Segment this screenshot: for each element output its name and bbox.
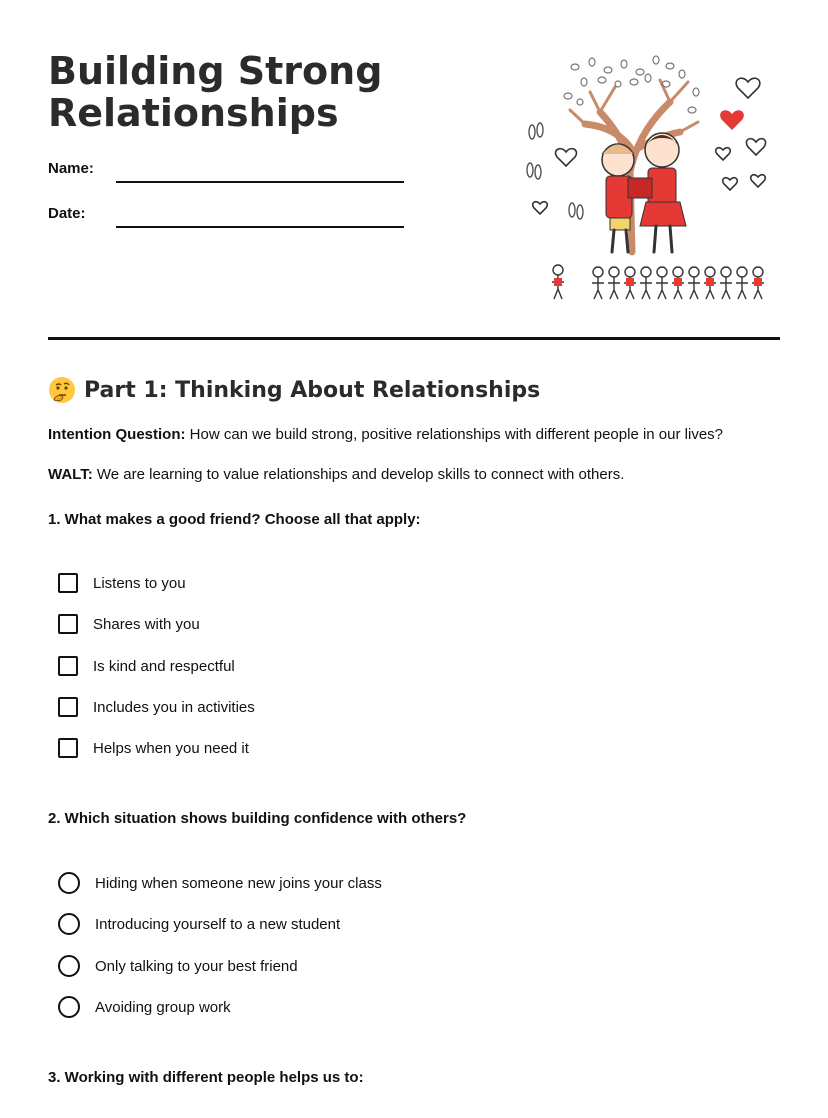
q2-option-label: Hiding when someone new joins your class — [95, 874, 382, 892]
checkbox[interactable] — [58, 656, 78, 676]
radio-button[interactable] — [58, 913, 80, 935]
q2-option-label: Avoiding group work — [95, 998, 231, 1016]
thinking-face-icon — [48, 376, 76, 404]
question-3: 3. Working with different people helps us to: — [48, 1069, 364, 1086]
intention-question — [48, 426, 723, 443]
worksheet-title: Building Strong Relationships — [48, 49, 383, 135]
q1-option-label: Listens to you — [93, 574, 186, 592]
q1-option-label: Includes you in activities — [93, 698, 255, 716]
q1-option-label: Shares with you — [93, 615, 200, 633]
intention-label: Intention Question: — [48, 426, 186, 443]
checkbox[interactable] — [58, 738, 78, 758]
question-2: 2. Which situation shows building confidence with others? — [48, 810, 467, 827]
q1-option[interactable] — [58, 571, 186, 595]
date-line[interactable] — [116, 226, 404, 228]
checkbox[interactable] — [58, 573, 78, 593]
part1-title: Part 1: Thinking About Relationships — [84, 377, 541, 403]
q1-option-label: Helps when you need it — [93, 739, 249, 757]
name-label: Name: — [48, 160, 94, 177]
q1-option[interactable] — [58, 612, 200, 636]
q2-option[interactable] — [58, 954, 298, 978]
radio-button[interactable] — [58, 996, 80, 1018]
checkbox[interactable] — [58, 697, 78, 717]
date-label: Date: — [48, 205, 86, 222]
q2-option[interactable] — [58, 995, 231, 1019]
q2-option-label: Introducing yourself to a new student — [95, 915, 341, 933]
name-field[interactable] — [48, 160, 408, 184]
checkbox[interactable] — [58, 614, 78, 634]
intention-text: How can we build strong, positive relationships with different people in our lives? — [185, 426, 724, 443]
name-line[interactable] — [116, 181, 404, 183]
radio-button[interactable] — [58, 872, 80, 894]
q1-option-label: Is kind and respectful — [93, 657, 235, 675]
date-field[interactable] — [48, 205, 408, 229]
question-1: 1. What makes a good friend? Choose all that apply: — [48, 511, 421, 528]
q2-option[interactable] — [58, 871, 382, 895]
walt-label: WALT: — [48, 466, 93, 483]
part1-heading — [48, 373, 540, 407]
radio-button[interactable] — [58, 955, 80, 977]
children-under-tree-illustration — [520, 52, 782, 310]
q1-option[interactable] — [58, 736, 249, 760]
walt-text: We are learning to value relationships and develop skills to connect with others. — [92, 466, 625, 483]
q2-option-label: Only talking to your best friend — [95, 957, 298, 975]
q1-option[interactable] — [58, 695, 255, 719]
q2-option[interactable] — [58, 912, 340, 936]
walt-statement — [48, 466, 624, 483]
header-divider — [48, 337, 780, 340]
q1-option[interactable] — [58, 654, 235, 678]
